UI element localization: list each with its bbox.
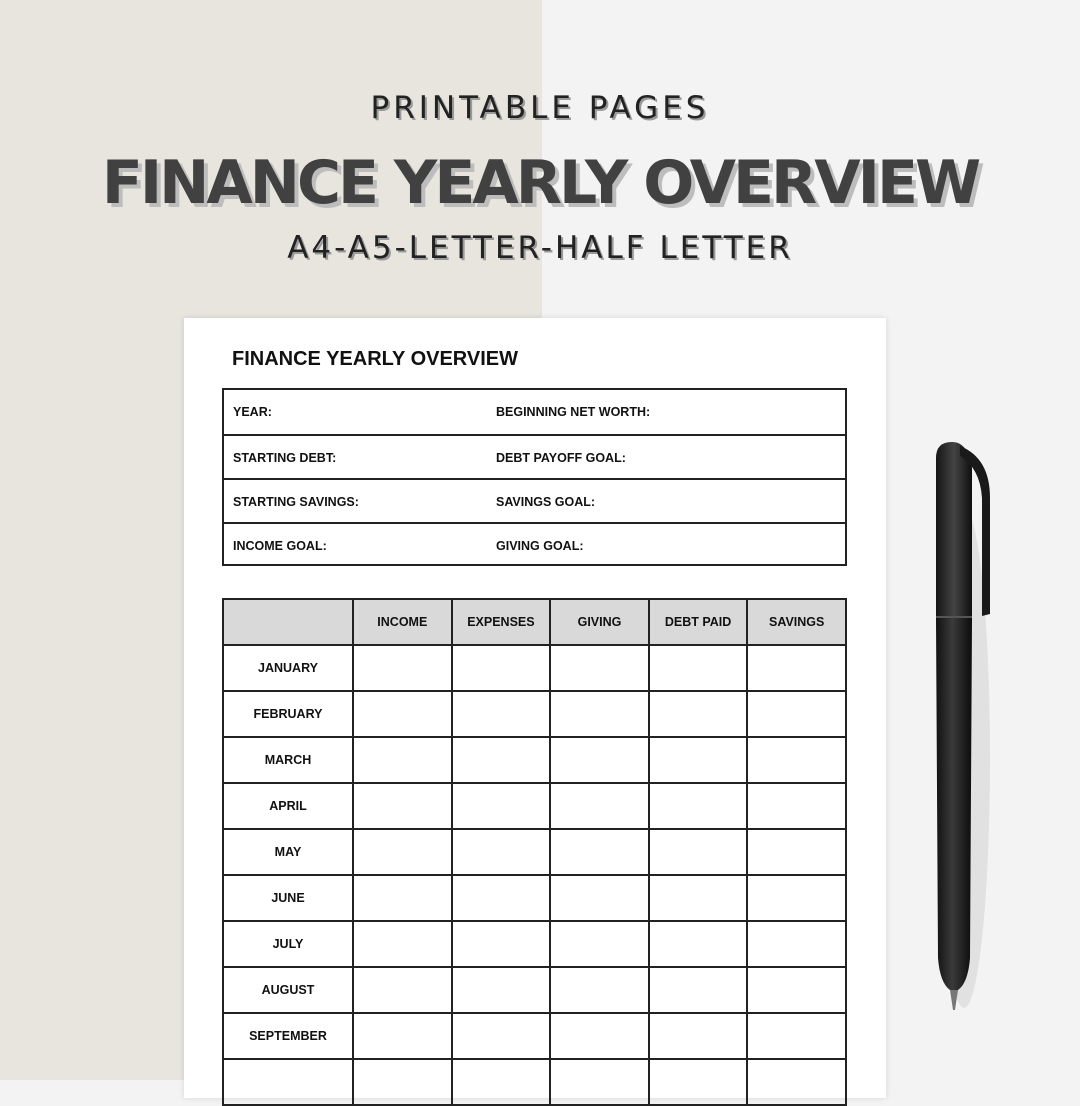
monthly-table bbox=[222, 598, 847, 1106]
table-cell[interactable] bbox=[452, 737, 551, 783]
table-cell[interactable] bbox=[353, 1059, 452, 1105]
table-row bbox=[223, 921, 846, 967]
info-label-year: YEAR: bbox=[233, 405, 272, 419]
info-label-debt-payoff-goal: DEBT PAYOFF GOAL: bbox=[496, 451, 626, 465]
table-cell[interactable] bbox=[747, 645, 846, 691]
table-cell[interactable] bbox=[649, 645, 748, 691]
table-cell[interactable] bbox=[353, 1013, 452, 1059]
table-cell[interactable] bbox=[353, 875, 452, 921]
table-cell[interactable] bbox=[747, 921, 846, 967]
table-cell[interactable] bbox=[747, 875, 846, 921]
table-cell[interactable] bbox=[747, 691, 846, 737]
column-header-debt-paid: DEBT PAID bbox=[649, 599, 748, 645]
banner-sizes: A4-A5-LETTER-HALF LETTER bbox=[287, 230, 793, 266]
banner-title: FINANCE YEARLY OVERVIEW bbox=[101, 148, 979, 218]
month-label: JULY bbox=[223, 921, 353, 967]
table-cell[interactable] bbox=[353, 921, 452, 967]
month-label: MAY bbox=[223, 829, 353, 875]
month-label: SEPTEMBER bbox=[223, 1013, 353, 1059]
table-cell[interactable] bbox=[550, 967, 649, 1013]
info-row bbox=[224, 434, 845, 478]
table-cell[interactable] bbox=[550, 737, 649, 783]
table-cell[interactable] bbox=[452, 783, 551, 829]
table-cell[interactable] bbox=[649, 1059, 748, 1105]
month-label: JANUARY bbox=[223, 645, 353, 691]
info-row bbox=[224, 478, 845, 522]
table-cell[interactable] bbox=[747, 737, 846, 783]
table-cell[interactable] bbox=[649, 967, 748, 1013]
table-cell[interactable] bbox=[452, 967, 551, 1013]
table-cell[interactable] bbox=[550, 829, 649, 875]
table-row bbox=[223, 783, 846, 829]
info-label-starting-debt: STARTING DEBT: bbox=[233, 451, 337, 465]
sheet-title: FINANCE YEARLY OVERVIEW bbox=[232, 348, 518, 370]
table-cell[interactable] bbox=[353, 967, 452, 1013]
printable-sheet bbox=[184, 318, 886, 1098]
info-label-starting-savings: STARTING SAVINGS: bbox=[233, 495, 359, 509]
table-cell[interactable] bbox=[452, 691, 551, 737]
month-label bbox=[223, 1059, 353, 1105]
table-cell[interactable] bbox=[452, 829, 551, 875]
info-label-beginning-net-worth: BEGINNING NET WORTH: bbox=[496, 405, 651, 419]
table-cell[interactable] bbox=[452, 921, 551, 967]
table-cell[interactable] bbox=[452, 645, 551, 691]
table-row bbox=[223, 875, 846, 921]
table-row bbox=[223, 1013, 846, 1059]
table-body bbox=[223, 645, 846, 1105]
table-header-row bbox=[223, 599, 846, 645]
table-cell[interactable] bbox=[747, 1013, 846, 1059]
column-header-income: INCOME bbox=[353, 599, 452, 645]
table-cell[interactable] bbox=[747, 1059, 846, 1105]
table-cell[interactable] bbox=[649, 1013, 748, 1059]
table-cell[interactable] bbox=[649, 829, 748, 875]
table-cell[interactable] bbox=[550, 921, 649, 967]
table-cell[interactable] bbox=[353, 645, 452, 691]
table-cell[interactable] bbox=[353, 783, 452, 829]
info-label-savings-goal: SAVINGS GOAL: bbox=[496, 495, 596, 509]
table-cell[interactable] bbox=[550, 875, 649, 921]
table-cell[interactable] bbox=[353, 737, 452, 783]
table-row bbox=[223, 967, 846, 1013]
table-cell[interactable] bbox=[649, 691, 748, 737]
table-cell[interactable] bbox=[550, 1013, 649, 1059]
column-header-month bbox=[223, 599, 353, 645]
info-box bbox=[222, 388, 847, 566]
table-cell[interactable] bbox=[550, 1059, 649, 1105]
column-header-giving: GIVING bbox=[550, 599, 649, 645]
info-row bbox=[224, 390, 845, 434]
table-cell[interactable] bbox=[452, 1013, 551, 1059]
month-label: MARCH bbox=[223, 737, 353, 783]
table-cell[interactable] bbox=[649, 783, 748, 829]
column-header-savings: SAVINGS bbox=[747, 599, 846, 645]
table-cell[interactable] bbox=[747, 829, 846, 875]
pen-icon bbox=[920, 438, 1000, 1018]
table-cell[interactable] bbox=[353, 829, 452, 875]
month-label: APRIL bbox=[223, 783, 353, 829]
table-cell[interactable] bbox=[550, 691, 649, 737]
month-label: AUGUST bbox=[223, 967, 353, 1013]
month-label: FEBRUARY bbox=[223, 691, 353, 737]
info-label-income-goal: INCOME GOAL: bbox=[233, 539, 327, 553]
table-row bbox=[223, 1059, 846, 1105]
table-cell[interactable] bbox=[747, 783, 846, 829]
table-cell[interactable] bbox=[649, 737, 748, 783]
table-row bbox=[223, 737, 846, 783]
info-row bbox=[224, 522, 845, 566]
table-cell[interactable] bbox=[550, 645, 649, 691]
table-cell[interactable] bbox=[649, 875, 748, 921]
table-cell[interactable] bbox=[452, 875, 551, 921]
table-row bbox=[223, 645, 846, 691]
info-label-giving-goal: GIVING GOAL: bbox=[496, 539, 584, 553]
column-header-expenses: EXPENSES bbox=[452, 599, 551, 645]
table-row bbox=[223, 691, 846, 737]
table-cell[interactable] bbox=[353, 691, 452, 737]
table-row bbox=[223, 829, 846, 875]
table-cell[interactable] bbox=[550, 783, 649, 829]
table-cell[interactable] bbox=[747, 967, 846, 1013]
banner-kicker: PRINTABLE PAGES bbox=[370, 90, 710, 126]
month-label: JUNE bbox=[223, 875, 353, 921]
table-cell[interactable] bbox=[649, 921, 748, 967]
table-cell[interactable] bbox=[452, 1059, 551, 1105]
